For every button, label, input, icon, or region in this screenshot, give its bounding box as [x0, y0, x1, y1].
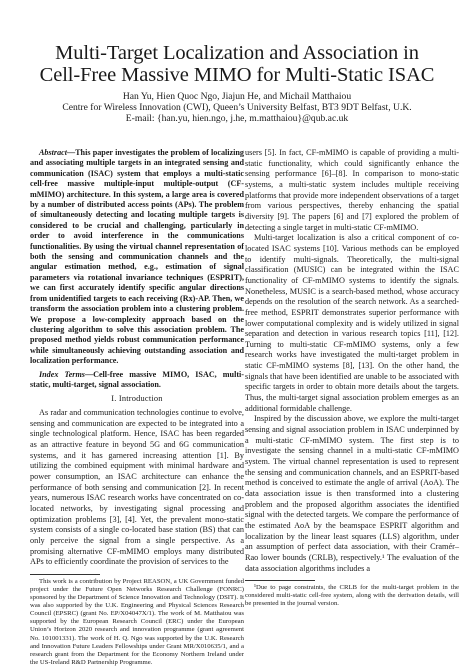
section-heading-introduction: I. Introduction [111, 394, 163, 404]
intro-paragraph-1: As radar and communication technologies continue to evolve, sensing and communication are expected to be integrated into a single technological platform. Hence, ISAC has been regarded as an attractive feature in beyond 5G and 6G communication systems, and it has garnered increasing attention [1]. By utilizing the combined equipment with minimal hardware and power consumption, an ISAC architecture can enhance the performance of both sensing and communication [2]. In recent years, numerous ISAC research works have concentrated on co-located networks, by investigating signal processing and optimization problems [3], [4]. Yet, the prevalent mono-static system consists of a single co-located base station (BS) that can only perceive the signal from a single perspective. As a promising alternative CF-mMIMO employs many distributed APs to efficiently coordinate the provision of services to the [30, 408, 244, 567]
abstract [30, 148, 244, 367]
index-terms-label: Index Terms [39, 369, 85, 379]
email: E-mail: {han.yu, hien.ngo, j.he, m.matthaiou}@qub.ac.uk [125, 113, 349, 124]
crlb-footnote: ¹Due to page constraints, the CRLB for the multi-target problem in the considered multi-static cell-free system, along with the derivation details, will be presented in the journal version. [245, 584, 459, 608]
right-column [245, 148, 459, 609]
affiliation: Centre for Wireless Innovation (CWI), Queen’s University Belfast, BT3 9DT Belfast, U.K. [62, 102, 412, 113]
footnote-rule-right [245, 580, 315, 581]
authors: Han Yu, Hien Quoc Ngo, Jiajun He, and Michail Matthaiou [122, 91, 352, 102]
paper-title-line-1: Multi-Target Localization and Association in [55, 42, 419, 64]
intro-paragraph-3: Multi-target localization is also a critical component of co-located ISAC systems [10]. Various methods can be employed to identify multi-signals. Theoretically, the multi-signal classification (MUSIC) can be integrated within the ISAC functionality of CF-mMIMO systems to identify the signals. Nonetheless, MUSIC is a search-based method, whose accuracy depends on the resolution of the search network. As a searched-free method, ESPRIT demonstrates superior performance with lower computational complexity and is widely utilized in signal separation and detection in various research topics [11], [12]. Turning to multi-static CF-mMIMO systems, only a few research works have investigated the multi-target problem in static CF-mMIMO systems [8], [13]. On the other hand, the signals that have been identified are unable to be associated with specific targets in order to obtain more details about the targets. Thus, the multi-target signal association problem emerges as an additional formidable challenge. [245, 233, 459, 413]
left-column [30, 148, 244, 667]
paper-title-line-2: Cell-Free Massive MIMO for Multi-Static ISAC [39, 64, 435, 86]
abstract-label: Abstract [39, 148, 67, 157]
index-terms-text: —Cell-free massive MIMO, ISAC, multi-static, multi-target, signal association. [30, 369, 244, 389]
funding-footnote: This work is a contribution by Project REASON, a UK Government funded project under the Future Open Networks Research Challenge (FONRC) sponsored by the Department of Science Innovation and Technology (DSIT). It was also supported by the U.K. Engineering and Physical Sciences Research Council (EPSRC) (grant No. EP/X04047X/1). The work of M. Matthaiou was supported by the European Research Council (ERC) under the European Union’s Horizon 2020 research and innovation programme (grant agreement No. 101001331). The work of H. Q. Ngo was supported by the U.K. Research and Innovation Future Leaders Fellowships under Grant MR/X010635/1, and a research grant from the Department for the Economy Northern Ireland under the US-Ireland R&D Partnership Programme. [30, 577, 244, 666]
intro-paragraph-4: Inspired by the discussion above, we explore the multi-target sensing and signal association problem in ISAC underpinned by a multi-static CF-mMIMO system. The first step is to investigate the sensing channel in a multi-static CF-mMIMO system. The virtual channel representation is used to represent the sensing and communication channels, and an ESPRIT-based method is conceived to estimate the angle of arrival (AoA). The data association issue is then transformed into a clustering problem and the proposed algorithm associates the identified signal with the detected targets. We compare the performance of the estimated AoA by the beamspace ESPRIT algorithm and localization by the linear least squares (LLS) algorithm, under an assumption of perfect data association, with their Cramér–Rao lower bounds (CRLB), respectively.¹ The evaluation of the data association algorithms includes a [245, 414, 459, 573]
footnote-rule [30, 574, 100, 575]
intro-paragraph-2: users [5]. In fact, CF-mMIMO is capable of providing a multi-static functionality, which could significantly enhance the sensing performance [6]–[8]. In comparison to mono-static systems, a multi-static system includes multiple receiving platforms that provide more independent observations of a target from various perspectives, thereby enhancing the spatial diversity [9]. The papers [6] and [7] explored the problem of detecting a single target in multi-static CF-mMIMO. [245, 148, 459, 232]
abstract-text: —This paper investigates the problem of localizing and associating multiple targets in an integrated sensing and communication (ISAC) system that employs a multi-static cell-free massive multiple-input multiple-output (CF-mMIMO) architecture. In this system, a large area is covered by a number of distributed access points (APs). The problem of simultaneously detecting and locating multiple targets is considered to be crucial and challenging, particularly in order to avoid interference in the communications functionalities. By using the virtual channel representation of both the sensing and communication channels and the angular estimation method, e.g., estimation of signal parameters via rotational invariance techniques (ESPRIT), we can first accurately identify specific angular directions from unidentified targets to each receiving (Rx)-AP. Then, we transform the association problem into a clustering problem. We propose a low-complexity approach based on the clustering algorithm to solve this association problem. The proposed method yields robust communication performance while simultaneously achieving outstanding association and localization performance. [30, 148, 244, 366]
index-terms [30, 370, 244, 391]
